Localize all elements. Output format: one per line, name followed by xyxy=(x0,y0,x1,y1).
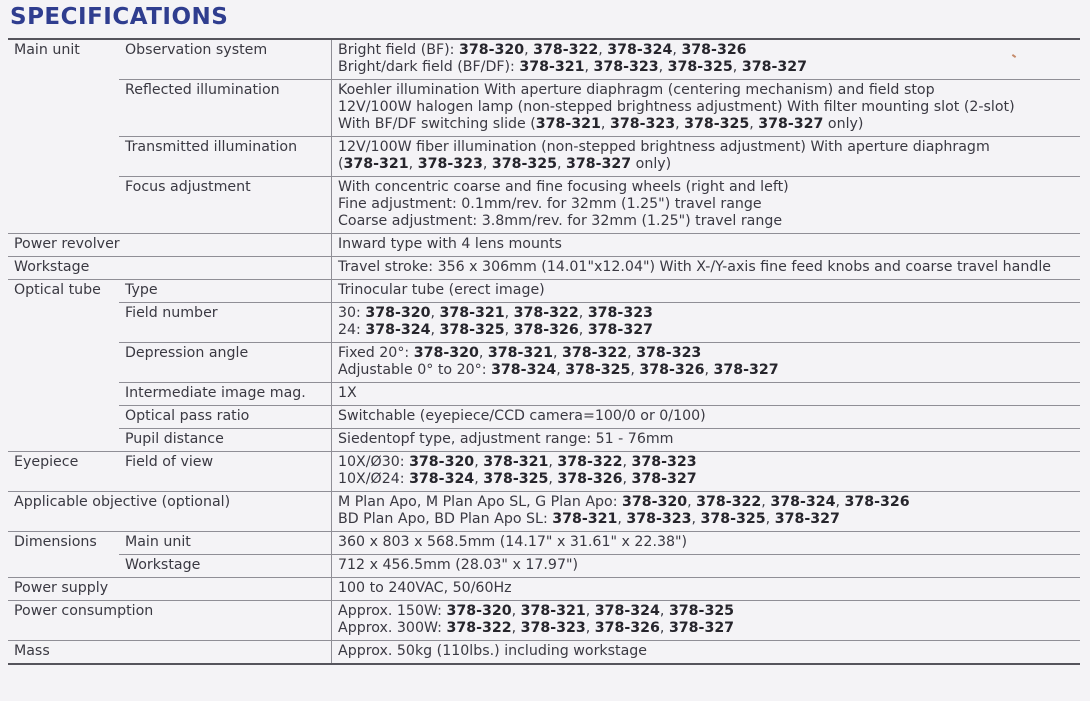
spec-row xyxy=(8,492,1080,532)
spec-text: 360 x 803 x 568.5mm (14.17" x 31.61" x 22.38") xyxy=(338,534,688,550)
model-number: 378-324 xyxy=(607,42,673,58)
spec-text: Adjustable 0° to 20°: xyxy=(338,362,492,378)
spec-value-line xyxy=(338,82,1075,99)
spec-value xyxy=(332,303,1081,343)
spec-value xyxy=(332,343,1081,383)
spec-value-line xyxy=(338,196,1075,213)
model-number: 378-322 xyxy=(533,42,599,58)
spec-value-line xyxy=(338,620,1075,637)
model-number: 378-320 xyxy=(446,603,512,619)
model-number: 378-323 xyxy=(587,305,653,321)
spec-value-line xyxy=(338,156,1075,173)
model-number: 378-323 xyxy=(626,511,692,527)
spec-text: , xyxy=(524,42,534,58)
spec-subcategory: Transmitted illumination xyxy=(119,137,332,177)
model-number: 378-325 xyxy=(439,322,505,338)
spec-text: Bright field (BF): xyxy=(338,42,459,58)
specifications-table-body xyxy=(8,39,1080,664)
spec-value-line xyxy=(338,511,1075,528)
spec-subcategory: Type xyxy=(119,280,332,303)
spec-text: , xyxy=(584,59,594,75)
model-number: 378-323 xyxy=(609,116,676,132)
spec-row xyxy=(8,406,1080,429)
spec-category: Optical tube xyxy=(8,280,119,303)
spec-category: Mass xyxy=(8,641,332,665)
spec-subcategory: Observation system xyxy=(125,42,268,58)
model-number: 378-322 xyxy=(513,305,579,321)
model-number: 378-325 xyxy=(668,603,735,619)
spec-row xyxy=(8,257,1080,280)
model-number: 378-322 xyxy=(562,345,628,361)
spec-category: Main unit xyxy=(14,42,80,58)
spec-text: , xyxy=(691,511,701,527)
spec-row xyxy=(8,80,1080,137)
spec-row xyxy=(8,452,1080,492)
spec-text: , xyxy=(504,322,514,338)
spec-row xyxy=(8,280,1080,303)
spec-text: BD Plan Apo, BD Plan Apo SL: xyxy=(338,511,553,527)
spec-text: , xyxy=(474,471,484,487)
model-number: 378-320 xyxy=(409,454,475,470)
spec-category xyxy=(8,303,119,343)
spec-category: Applicable objective (optional) xyxy=(8,492,332,532)
spec-value-line xyxy=(338,471,1075,488)
spec-value-line xyxy=(338,139,1075,156)
spec-text: only) xyxy=(631,156,672,172)
spec-text: , xyxy=(658,59,668,75)
spec-value xyxy=(332,555,1081,578)
spec-text: , xyxy=(504,305,514,321)
model-number: 378-326 xyxy=(557,471,623,487)
spec-text: 100 to 240VAC, 50/60Hz xyxy=(338,580,512,596)
spec-text: Siedentopf type, adjustment range: 51 - 76mm xyxy=(338,431,674,447)
model-number: 378-321 xyxy=(483,454,549,470)
spec-text: only) xyxy=(823,116,864,132)
spec-subcategory: Field number xyxy=(119,303,332,343)
spec-category: Workstage xyxy=(8,257,332,280)
model-number: 378-321 xyxy=(552,511,618,527)
spec-text: , xyxy=(482,156,492,172)
spec-row xyxy=(8,39,1080,80)
spec-category xyxy=(8,177,119,234)
model-number: 378-322 xyxy=(446,620,512,636)
spec-category: Power supply xyxy=(8,578,332,601)
spec-text: Travel stroke: 356 x 306mm (14.01"x12.04") With X-/Y-axis fine feed knobs and coarse travel handle xyxy=(338,259,1052,275)
spec-value-line xyxy=(338,494,1075,511)
spec-text: 10X/Ø30: xyxy=(338,454,410,470)
spec-value-line xyxy=(338,213,1075,230)
spec-value-line xyxy=(338,603,1075,620)
spec-value-line xyxy=(338,362,1075,379)
spec-text: , xyxy=(630,362,640,378)
spec-text: , xyxy=(511,620,521,636)
specifications-table xyxy=(8,38,1080,665)
spec-subcategory: Pupil distance xyxy=(119,429,332,452)
spec-text: 712 x 456.5mm (28.03" x 17.97") xyxy=(338,557,579,573)
spec-text: With BF/DF switching slide ( xyxy=(338,116,536,132)
model-number: 378-327 xyxy=(668,620,735,636)
model-number: 378-321 xyxy=(487,345,553,361)
spec-value xyxy=(332,39,1081,80)
spec-value-line xyxy=(338,345,1075,362)
spec-text: , xyxy=(765,511,775,527)
spec-value xyxy=(332,492,1081,532)
model-number: 378-324 xyxy=(491,362,557,378)
spec-value-line xyxy=(338,259,1075,276)
spec-subcategory: Optical pass ratio xyxy=(119,406,332,429)
model-number: 378-321 xyxy=(343,156,409,172)
spec-text: , xyxy=(598,42,608,58)
model-number: 378-320 xyxy=(413,345,479,361)
spec-row xyxy=(8,532,1080,555)
spec-text: , xyxy=(585,603,595,619)
model-number: 378-323 xyxy=(593,59,659,75)
spec-row xyxy=(8,177,1080,234)
spec-row xyxy=(8,601,1080,641)
spec-value xyxy=(332,578,1081,601)
spec-value-line xyxy=(338,643,1075,660)
spec-text: Approx. 50kg (110lbs.) including workstage xyxy=(338,643,648,659)
spec-value-line xyxy=(338,305,1075,322)
model-number: 378-323 xyxy=(636,345,702,361)
spec-value xyxy=(332,137,1081,177)
spec-text: Coarse adjustment: 3.8mm/rev. for 32mm (1.25") travel range xyxy=(338,213,783,229)
spec-text: , xyxy=(600,116,610,132)
spec-value-line xyxy=(338,322,1075,339)
spec-text: Switchable (eyepiece/CCD camera=100/0 or 0/100) xyxy=(338,408,706,424)
model-number: 378-321 xyxy=(439,305,505,321)
model-number: 378-321 xyxy=(520,603,586,619)
spec-value-line xyxy=(338,431,1075,448)
model-number: 378-327 xyxy=(713,362,779,378)
spec-value xyxy=(332,429,1081,452)
model-number: 378-320 xyxy=(458,42,525,58)
spec-value xyxy=(332,234,1081,257)
spec-row xyxy=(8,234,1080,257)
spec-text: , xyxy=(408,156,418,172)
spec-text: , xyxy=(548,454,558,470)
spec-value-line xyxy=(338,42,1075,59)
spec-row xyxy=(8,555,1080,578)
model-number: 378-320 xyxy=(622,494,688,510)
spec-value xyxy=(332,257,1081,280)
spec-category: Power revolver xyxy=(8,234,332,257)
spec-text: , xyxy=(672,42,682,58)
spec-text: Fine adjustment: 0.1mm/rev. for 32mm (1.25") travel range xyxy=(338,196,762,212)
model-number: 378-323 xyxy=(417,156,483,172)
spec-category xyxy=(8,80,119,137)
spec-text: , xyxy=(478,345,488,361)
spec-value-line xyxy=(338,534,1075,551)
spec-value xyxy=(332,406,1081,429)
spec-row xyxy=(8,578,1080,601)
spec-value-line xyxy=(338,116,1075,133)
model-number: 378-325 xyxy=(684,116,750,132)
spec-value xyxy=(332,80,1081,137)
spec-category: Dimensions xyxy=(8,532,119,555)
model-number: 378-327 xyxy=(566,156,632,172)
spec-text: , xyxy=(687,494,697,510)
spec-value-line xyxy=(338,179,1075,196)
model-number: 378-327 xyxy=(774,511,840,527)
spec-text: , xyxy=(659,620,669,636)
model-number: 378-321 xyxy=(519,59,585,75)
spec-text: Trinocular tube (erect image) xyxy=(338,282,545,298)
spec-value-line xyxy=(338,236,1075,253)
model-number: 378-324 xyxy=(409,471,475,487)
spec-value xyxy=(332,280,1081,303)
spec-text: , xyxy=(704,362,714,378)
spec-text: , xyxy=(578,305,588,321)
spec-text: , xyxy=(659,603,669,619)
spec-text: Koehler illumination With aperture diaphragm (centering mechanism) and field stop xyxy=(338,82,935,98)
spec-text: , xyxy=(430,305,440,321)
model-number: 378-326 xyxy=(681,42,747,58)
spec-value-line xyxy=(338,99,1075,116)
spec-text: 30: xyxy=(338,305,366,321)
spec-text: Approx. 150W: xyxy=(338,603,447,619)
spec-value xyxy=(332,383,1081,406)
spec-text: With concentric coarse and fine focusing wheels (right and left) xyxy=(338,179,789,195)
spec-subcategory: Intermediate image mag. xyxy=(119,383,332,406)
spec-text: , xyxy=(761,494,771,510)
spec-subcategory: Field of view xyxy=(119,452,332,492)
spec-text: , xyxy=(553,345,563,361)
spec-subcategory: Main unit xyxy=(119,532,332,555)
model-number: 378-327 xyxy=(741,59,807,75)
spec-category xyxy=(8,343,119,383)
spec-text: , xyxy=(556,156,567,172)
spec-text: 1X xyxy=(338,385,357,401)
spec-text: M Plan Apo, M Plan Apo SL, G Plan Apo: xyxy=(338,494,623,510)
model-number: 378-326 xyxy=(594,620,660,636)
spec-text: 12V/100W halogen lamp (non-stepped brightness adjustment) With filter mounting slot (2-slot) xyxy=(338,99,1015,115)
spec-category xyxy=(8,555,119,578)
model-number: 378-321 xyxy=(535,116,601,132)
model-number: 378-324 xyxy=(770,494,836,510)
model-number: 378-323 xyxy=(631,454,697,470)
model-number: 378-326 xyxy=(844,494,910,510)
spec-category xyxy=(8,406,119,429)
spec-value-line xyxy=(338,59,1075,76)
model-number: 378-326 xyxy=(639,362,705,378)
spec-text: , xyxy=(548,471,558,487)
spec-category: Power consumption xyxy=(8,601,332,641)
spec-value xyxy=(332,532,1081,555)
spec-text: 12V/100W fiber illumination (non-stepped brightness adjustment) With aperture diaphragm xyxy=(338,139,990,155)
page-title: SPECIFICATIONS xyxy=(10,4,229,30)
spec-text: 24: xyxy=(338,322,366,338)
spec-text: ( xyxy=(338,156,344,172)
spec-subcategory: Focus adjustment xyxy=(119,177,332,234)
spec-text: , xyxy=(627,345,637,361)
spec-value xyxy=(332,601,1081,641)
spec-subcategory: Depression angle xyxy=(119,343,332,383)
spec-value-line xyxy=(338,454,1075,471)
spec-row xyxy=(8,303,1080,343)
spec-row xyxy=(8,641,1080,665)
spec-category xyxy=(8,429,119,452)
model-number: 378-324 xyxy=(594,603,660,619)
spec-value xyxy=(332,641,1081,665)
model-number: 378-320 xyxy=(365,305,431,321)
spec-category xyxy=(8,137,119,177)
spec-value xyxy=(332,177,1081,234)
model-number: 378-325 xyxy=(700,511,766,527)
model-number: 378-322 xyxy=(557,454,623,470)
model-number: 378-325 xyxy=(483,471,549,487)
spec-subcategory: Reflected illumination xyxy=(119,80,332,137)
spec-text: , xyxy=(474,454,484,470)
spec-text: , xyxy=(556,362,566,378)
model-number: 378-322 xyxy=(696,494,762,510)
spec-text: 10X/Ø24: xyxy=(338,471,410,487)
spec-category: Eyepiece xyxy=(8,452,119,492)
spec-value-line xyxy=(338,580,1075,597)
spec-text: , xyxy=(511,603,521,619)
model-number: 378-325 xyxy=(491,156,557,172)
spec-subcategory: Workstage xyxy=(119,555,332,578)
spec-value-line xyxy=(338,385,1075,402)
spec-text: , xyxy=(675,116,685,132)
spec-text: , xyxy=(622,471,632,487)
spec-value xyxy=(332,452,1081,492)
spec-row xyxy=(8,383,1080,406)
model-number: 378-327 xyxy=(758,116,824,132)
spec-text: , xyxy=(835,494,845,510)
spec-text: , xyxy=(578,322,588,338)
spec-text: Approx. 300W: xyxy=(338,620,447,636)
model-number: 378-323 xyxy=(520,620,586,636)
spec-text: , xyxy=(622,454,632,470)
model-number: 378-324 xyxy=(365,322,431,338)
spec-text: , xyxy=(617,511,627,527)
spec-text: , xyxy=(749,116,759,132)
spec-text: , xyxy=(732,59,742,75)
spec-text: , xyxy=(430,322,440,338)
spec-row xyxy=(8,343,1080,383)
model-number: 378-325 xyxy=(667,59,733,75)
spec-text: Fixed 20°: xyxy=(338,345,414,361)
spec-value-line xyxy=(338,408,1075,425)
spec-text: , xyxy=(585,620,595,636)
spec-value-line xyxy=(338,557,1075,574)
model-number: 378-327 xyxy=(631,471,697,487)
spec-text: Bright/dark field (BF/DF): xyxy=(338,59,520,75)
model-number: 378-325 xyxy=(565,362,631,378)
spec-row xyxy=(8,137,1080,177)
model-number: 378-326 xyxy=(513,322,579,338)
spec-category xyxy=(8,383,119,406)
spec-value-line xyxy=(338,282,1075,299)
spec-text: Inward type with 4 lens mounts xyxy=(338,236,562,252)
spec-row xyxy=(8,429,1080,452)
model-number: 378-327 xyxy=(587,322,653,338)
